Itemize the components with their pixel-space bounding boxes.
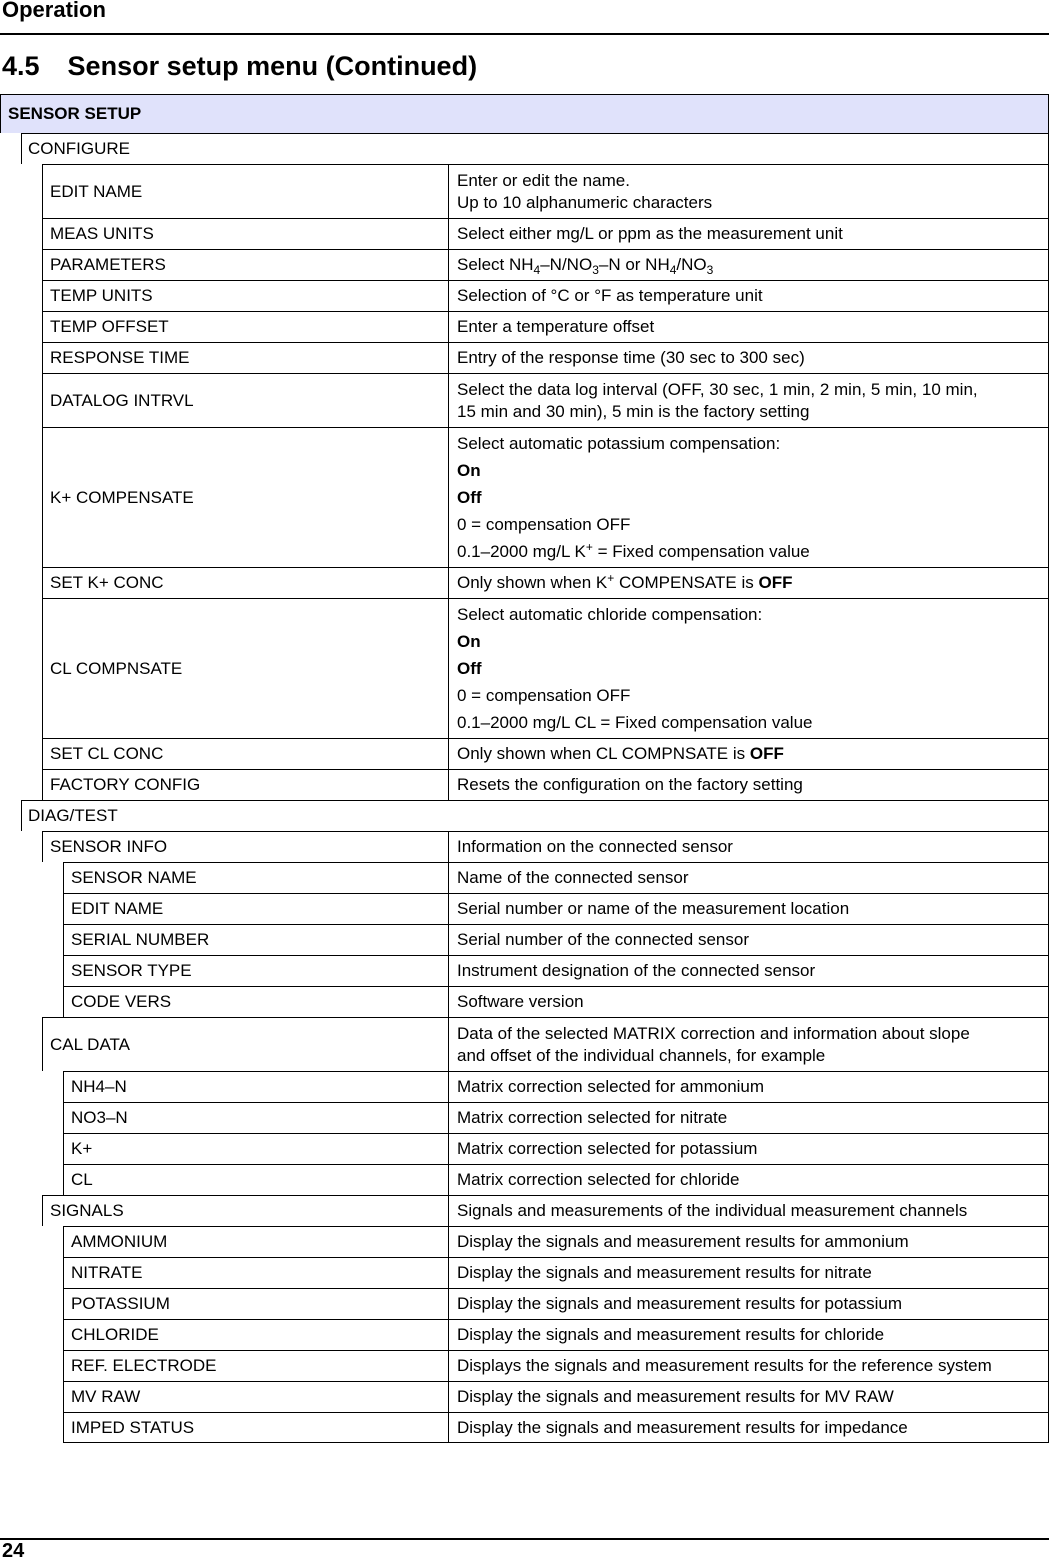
section-number: 4.5: [2, 51, 40, 81]
diag-test-label: DIAG/TEST: [28, 806, 118, 825]
option-off: Off: [457, 488, 482, 507]
option-name: RESPONSE TIME: [43, 343, 449, 373]
option-description: Matrix correction selected for chloride: [457, 1170, 740, 1189]
option-name: TEMP OFFSET: [43, 312, 449, 342]
table-row: [63, 1164, 1049, 1195]
option-description: [449, 250, 1048, 280]
description-line: 0 = compensation OFF: [457, 686, 631, 705]
description-line: Up to 10 alphanumeric characters: [457, 192, 713, 212]
option-name: NITRATE: [64, 1258, 449, 1288]
description-line: Select automatic potassium compensation:: [457, 434, 781, 453]
option-name: EDIT NAME: [43, 165, 449, 218]
option-name: CODE VERS: [64, 987, 449, 1017]
configure-label: CONFIGURE: [28, 139, 130, 158]
option-name: CAL DATA: [43, 1018, 449, 1071]
table-row: [63, 1226, 1049, 1257]
option-description: Serial number or name of the measurement location: [457, 899, 850, 918]
option-description: Signals and measurements of the individual measurement channels: [457, 1201, 968, 1220]
option-description: [449, 165, 1048, 218]
option-name: MV RAW: [64, 1382, 449, 1412]
option-description: Name of the connected sensor: [457, 868, 689, 887]
option-description: Display the signals and measurement results for chloride: [457, 1325, 885, 1344]
table-row: [63, 1319, 1049, 1350]
option-description: Matrix correction selected for nitrate: [457, 1108, 728, 1127]
table-row: [42, 373, 1049, 427]
menu-root-row: [0, 94, 1049, 133]
table-row: [63, 924, 1049, 955]
table-row: [63, 986, 1049, 1017]
table-row: [42, 567, 1049, 598]
option-name: NH4–N: [64, 1072, 449, 1102]
table-row: [42, 342, 1049, 373]
section-title-text: Sensor setup menu (Continued): [67, 51, 478, 81]
option-name: SET K+ CONC: [43, 568, 449, 598]
description-line: 0.1–2000 mg/L CL = Fixed compensation value: [457, 713, 813, 732]
header-rule: [0, 33, 1049, 35]
description-line: 0 = compensation OFF: [457, 515, 631, 534]
configure-row: [21, 133, 1049, 164]
option-name: SENSOR TYPE: [64, 956, 449, 986]
menu-root-label: SENSOR SETUP: [8, 104, 142, 123]
description-line: 0.1–2000 mg/L K+ = Fixed compensation value: [457, 540, 810, 561]
option-off: Off: [457, 659, 482, 678]
option-description: Display the signals and measurement results for impedance: [457, 1417, 908, 1437]
option-description: [449, 374, 1048, 427]
parameters-formula: Select $NH_4-N/NO_3-N$ or $NH_4/NO_3$: [457, 255, 714, 277]
table-row: [42, 1195, 1049, 1226]
option-name: SIGNALS: [43, 1196, 449, 1226]
option-name: K+: [64, 1134, 449, 1164]
option-description: Only shown when CL COMPNSATE is OFF: [457, 744, 784, 763]
table-row: [63, 1257, 1049, 1288]
option-description: Display the signals and measurement results for ammonium: [457, 1232, 909, 1251]
diag-test-row: [21, 800, 1049, 831]
table-row: [42, 831, 1049, 862]
option-name: TEMP UNITS: [43, 281, 449, 311]
option-description: Select either mg/L or ppm as the measurement unit: [457, 224, 843, 243]
option-description: Display the signals and measurement results for potassium: [457, 1294, 903, 1313]
footer-rule: [0, 1538, 1049, 1540]
page-header-title: Operation: [2, 0, 106, 22]
table-row: [63, 955, 1049, 986]
option-name: FACTORY CONFIG: [43, 770, 449, 800]
table-row: [63, 1350, 1049, 1381]
option-description: Selection of °C or °F as temperature unit: [457, 286, 763, 305]
table-row: [42, 1017, 1049, 1071]
option-description: Software version: [457, 992, 584, 1011]
option-name: MEAS UNITS: [43, 219, 449, 249]
table-row: [42, 598, 1049, 738]
table-row: [63, 1412, 1049, 1443]
page-number: 24: [2, 1540, 25, 1562]
option-name: CL COMPNSATE: [43, 599, 449, 738]
option-description: Resets the configuration on the factory setting: [457, 775, 803, 794]
table-row: [42, 164, 1049, 218]
table-row: [63, 1381, 1049, 1412]
table-row: [63, 1071, 1049, 1102]
option-name: DATALOG INTRVL: [43, 374, 449, 427]
option-name: NO3–N: [64, 1103, 449, 1133]
table-row: [42, 738, 1049, 769]
table-row: [42, 427, 1049, 567]
option-name: AMMONIUM: [64, 1227, 449, 1257]
option-name: SET CL CONC: [43, 739, 449, 769]
description-line: Select the data log interval (OFF, 30 sec, 1 min, 2 min, 5 min, 10 min,: [457, 379, 978, 399]
option-description: Serial number of the connected sensor: [457, 930, 750, 949]
option-name: PARAMETERS: [43, 250, 449, 280]
table-row: [63, 1102, 1049, 1133]
table-row: [42, 280, 1049, 311]
description-line: Select automatic chloride compensation:: [457, 605, 763, 624]
option-description: Display the signals and measurement results for MV RAW: [457, 1387, 894, 1406]
option-name: SERIAL NUMBER: [64, 925, 449, 955]
option-name: SENSOR INFO: [43, 832, 449, 862]
option-description: [449, 428, 1048, 567]
option-name: IMPED STATUS: [64, 1413, 449, 1442]
table-row: [42, 769, 1049, 800]
table-row: [63, 862, 1049, 893]
table-row: [42, 249, 1049, 280]
option-name: SENSOR NAME: [64, 863, 449, 893]
table-row: [63, 1133, 1049, 1164]
description-line: Data of the selected MATRIX correction and information about slope: [457, 1023, 970, 1043]
option-description: [449, 1018, 1048, 1071]
option-description: Display the signals and measurement results for nitrate: [457, 1263, 872, 1282]
option-name: CL: [64, 1165, 449, 1195]
table-row: [63, 893, 1049, 924]
option-description: Information on the connected sensor: [457, 837, 733, 856]
section-title: [2, 51, 477, 82]
description-line: 15 min and 30 min), 5 min is the factory setting: [457, 401, 810, 421]
option-on: On: [457, 461, 481, 480]
description-line: Enter or edit the name.: [457, 170, 630, 190]
option-description: Matrix correction selected for potassium: [457, 1139, 758, 1158]
option-description: Matrix correction selected for ammonium: [457, 1077, 765, 1096]
option-name: REF. ELECTRODE: [64, 1351, 449, 1381]
table-row: [63, 1288, 1049, 1319]
option-description: Instrument designation of the connected sensor: [457, 961, 816, 980]
sensor-setup-menu-table: [0, 94, 1049, 1443]
option-name: K+ COMPENSATE: [43, 428, 449, 567]
option-description: Entry of the response time (30 sec to 300 sec): [457, 348, 805, 367]
option-description: Enter a temperature offset: [457, 317, 655, 336]
option-description: [449, 599, 1048, 738]
option-description: Displays the signals and measurement results for the reference system: [457, 1356, 992, 1375]
table-row: [42, 311, 1049, 342]
option-on: On: [457, 632, 481, 651]
option-name: CHLORIDE: [64, 1320, 449, 1350]
option-name: EDIT NAME: [64, 894, 449, 924]
table-row: [42, 218, 1049, 249]
option-name: POTASSIUM: [64, 1289, 449, 1319]
description-line: and offset of the individual channels, for example: [457, 1045, 826, 1065]
option-description: Only shown when K+ COMPENSATE is OFF: [457, 571, 793, 592]
